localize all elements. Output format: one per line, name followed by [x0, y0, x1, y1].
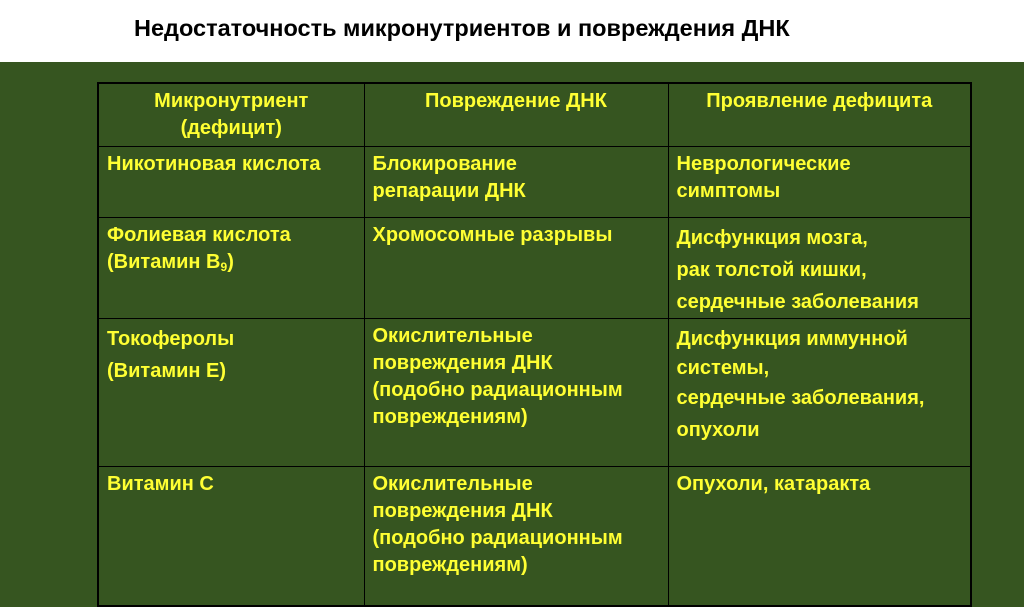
title-bar [0, 0, 1024, 62]
cell-line: Хромосомные разрывы [372, 223, 613, 246]
table-row [98, 146, 971, 217]
cell-line: повреждениям) [372, 405, 528, 428]
cell-line: симптомы [676, 179, 781, 202]
cell-line: сердечные заболевания, [676, 386, 925, 409]
header-manifestation [668, 83, 971, 146]
cell-line: Дисфункция иммунной [676, 327, 908, 350]
cell-micronutrient [98, 466, 364, 606]
cell-line: (Витамин Е) [107, 359, 227, 382]
cell-dna-damage [364, 146, 668, 217]
cell-line: Окислительные [372, 472, 533, 495]
cell-line [107, 249, 356, 276]
cell-line: Никотиновая кислота [107, 152, 321, 175]
cell-manifestation [668, 217, 971, 318]
cell-dna-damage [364, 217, 668, 318]
header-micronutrient-line: (дефицит) [180, 117, 282, 139]
header-row [98, 83, 971, 146]
cell-micronutrient [98, 318, 364, 466]
cell-line: опухоли [676, 418, 760, 441]
micronutrient-table [97, 82, 972, 607]
cell-line: повреждения ДНК [372, 351, 553, 374]
cell-line: Фолиевая кислота [107, 223, 291, 246]
cell-manifestation [668, 146, 971, 217]
cell-line: Неврологические [676, 152, 851, 175]
header-dna-damage-line: Повреждение ДНК [425, 90, 607, 112]
cell-line: системы, [676, 356, 770, 379]
vitamin-b-label: (Витамин B [107, 250, 221, 273]
cell-manifestation [668, 318, 971, 466]
header-dna-damage [364, 83, 668, 146]
cell-line: Опухоли, катаракта [676, 472, 871, 495]
cell-micronutrient [98, 146, 364, 217]
header-manifestation-line: Проявление дефицита [706, 90, 933, 112]
page-title: Недостаточность микронутриентов и повреждения ДНК [134, 15, 790, 41]
table-row [98, 466, 971, 606]
cell-line: Окислительные [372, 324, 533, 347]
cell-line: повреждениям) [372, 553, 528, 576]
cell-dna-damage [364, 466, 668, 606]
cell-line: (подобно радиационным [372, 526, 623, 549]
header-micronutrient-line: Микронутриент [154, 90, 309, 112]
cell-line: рак толстой кишки, [676, 258, 867, 281]
closing-paren: ) [227, 250, 234, 273]
cell-micronutrient [98, 217, 364, 318]
table-row [98, 217, 971, 318]
cell-line: репарации ДНК [372, 179, 526, 202]
cell-line: Блокирование [372, 152, 517, 175]
header-micronutrient [98, 83, 364, 146]
vitamin-subscript: 9 [220, 259, 228, 274]
cell-line: повреждения ДНК [372, 499, 553, 522]
cell-line: Дисфункция мозга, [676, 226, 868, 249]
cell-dna-damage [364, 318, 668, 466]
cell-line: Токоферолы [107, 327, 235, 350]
cell-line: Витамин С [107, 472, 214, 495]
table-row [98, 318, 971, 466]
cell-line: (подобно радиационным [372, 378, 623, 401]
cell-line: сердечные заболевания [676, 290, 919, 313]
cell-manifestation [668, 466, 971, 606]
